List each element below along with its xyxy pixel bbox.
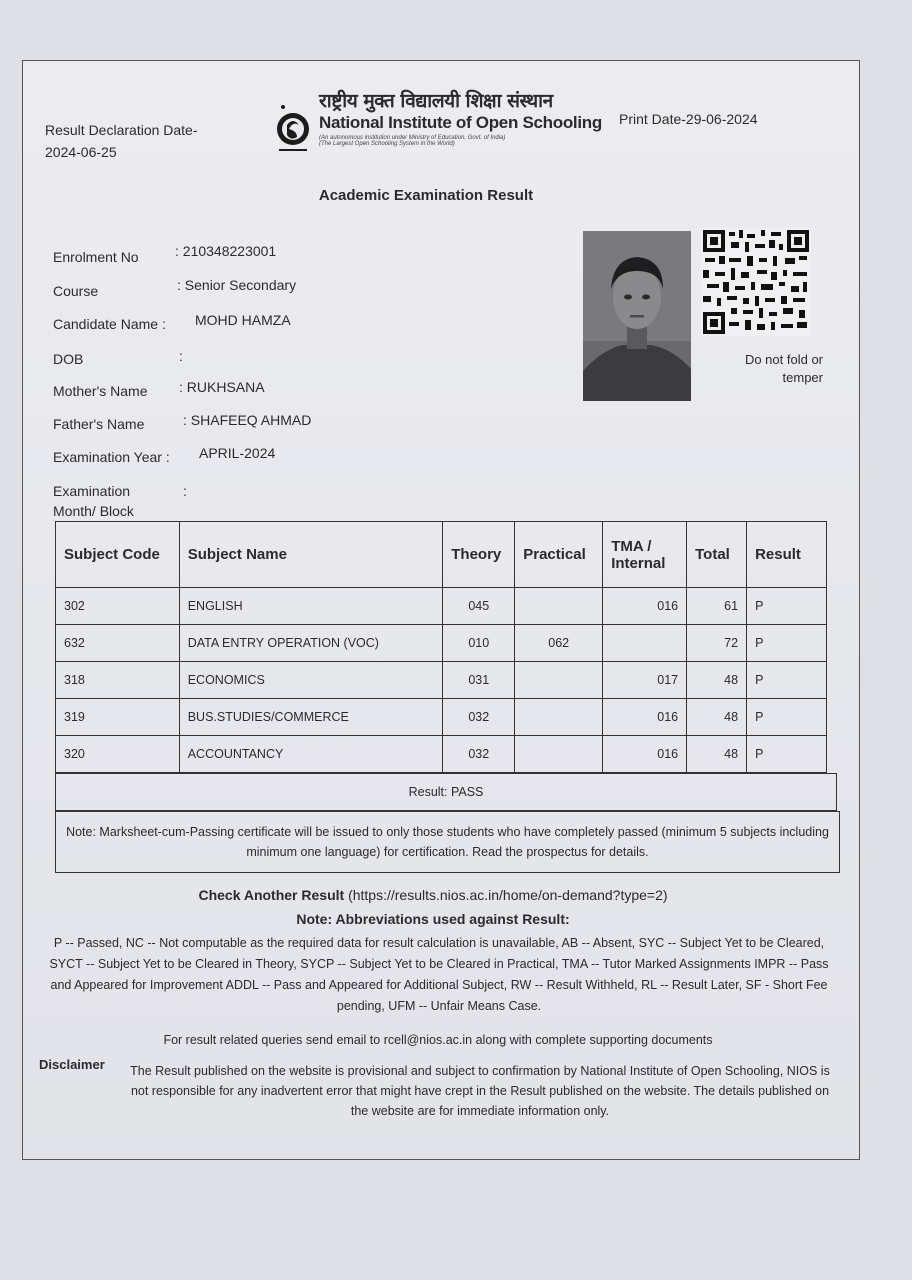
cell-theory: 045 <box>443 588 515 625</box>
col-practical: Practical <box>515 522 603 588</box>
exam-month-label-1: Examination <box>53 483 131 499</box>
exam-month-value: : <box>183 483 187 499</box>
cell-practical <box>515 736 603 773</box>
col-subject-code: Subject Code <box>56 522 180 588</box>
cell-result: P <box>747 699 827 736</box>
col-theory: Theory <box>443 522 515 588</box>
cell-theory: 031 <box>443 662 515 699</box>
father-name-label: Father's Name <box>53 416 145 432</box>
print-date: Print Date-29-06-2024 <box>619 111 758 127</box>
cell-subject-name: ECONOMICS <box>179 662 443 699</box>
mother-name-value: : RUKHSANA <box>179 379 265 395</box>
exam-month-label-2: Month/ Block <box>53 503 134 519</box>
table-row <box>56 736 827 773</box>
table-row <box>56 662 827 699</box>
cell-tma: 016 <box>603 736 687 773</box>
enrolment-value: : 210348223001 <box>175 243 277 259</box>
cell-total: 72 <box>687 625 747 662</box>
col-result: Result <box>747 522 827 588</box>
col-total: Total <box>687 522 747 588</box>
candidate-name-value: MOHD HAMZA <box>195 312 291 328</box>
cell-total: 48 <box>687 699 747 736</box>
institute-subtitle-2: (The Largest Open Schooling System in the World) <box>319 141 455 147</box>
marks-table <box>55 521 827 773</box>
candidate-name-row <box>53 312 291 332</box>
check-another-result-label: Check Another Result <box>198 887 345 903</box>
cell-practical <box>515 662 603 699</box>
father-name-row <box>53 412 312 432</box>
disclaimer-label: Disclaimer <box>39 1057 105 1072</box>
dob-label: DOB <box>53 351 84 367</box>
cell-subject-name: ACCOUNTANCY <box>179 736 443 773</box>
institute-subtitle-1: (An autonomous institution under Ministry of Education, Govt. of India) <box>319 135 506 141</box>
cell-theory: 010 <box>443 625 515 662</box>
cell-subject-code: 318 <box>56 662 180 699</box>
course-value: : Senior Secondary <box>177 277 297 293</box>
candidate-photo <box>583 231 691 401</box>
cell-result: P <box>747 625 827 662</box>
cell-result: P <box>747 736 827 773</box>
abbreviations-title: Note: Abbreviations used against Result: <box>296 911 570 927</box>
candidate-photo-image <box>583 231 691 401</box>
overall-result: Result: PASS <box>55 773 837 811</box>
cell-subject-name: DATA ENTRY OPERATION (VOC) <box>179 625 443 662</box>
col-subject-name: Subject Name <box>179 522 443 588</box>
cell-tma <box>603 625 687 662</box>
table-row <box>56 699 827 736</box>
cell-subject-code: 320 <box>56 736 180 773</box>
cell-subject-name: ENGLISH <box>179 588 443 625</box>
declaration-date: 2024-06-25 <box>45 144 117 160</box>
course-label: Course <box>53 283 99 299</box>
result-sheet <box>22 60 860 1160</box>
institute-block <box>319 87 602 147</box>
exam-year-row <box>53 445 276 465</box>
certificate-note: Note: Marksheet-cum-Passing certificate will be issued to only those students who have completely passed (minimum 5 subjects including minimum one language) for certification. Read the prospectus for details. <box>55 811 840 873</box>
cell-subject-code: 302 <box>56 588 180 625</box>
cell-practical <box>515 699 603 736</box>
cell-total: 48 <box>687 736 747 773</box>
cell-tma: 016 <box>603 588 687 625</box>
dob-value: : <box>179 348 183 364</box>
dob-row <box>53 348 183 367</box>
mother-name-row <box>53 379 265 399</box>
table-header-row <box>56 522 827 588</box>
query-email-text: For result related queries send email to rcell@nios.ac.in along with complete supporting documents <box>163 1033 713 1047</box>
col-tma-internal: TMA / Internal <box>603 522 687 588</box>
declaration-date-block <box>45 119 198 163</box>
father-name-value: : SHAFEEQ AHMAD <box>183 412 312 428</box>
table-row <box>56 588 827 625</box>
page-title: Academic Examination Result <box>318 187 534 204</box>
disclaimer-text: The Result published on the website is provisional and subject to confirmation by National Institute of Open Schooling, NIOS is not responsible for any inadvertent error that might have crept in the Result published on the website. The details published on the website are for immediate information only. <box>130 1064 830 1118</box>
cell-result: P <box>747 588 827 625</box>
declaration-label: Result Declaration Date- <box>45 122 198 138</box>
check-another-result <box>23 887 843 903</box>
mother-name-label: Mother's Name <box>53 383 148 399</box>
course-row <box>53 277 297 299</box>
cell-total: 61 <box>687 588 747 625</box>
institute-name-hindi: राष्ट्रीय मुक्त विद्यालयी शिक्षा संस्थान <box>319 90 553 112</box>
cell-total: 48 <box>687 662 747 699</box>
table-row <box>56 625 827 662</box>
cell-practical <box>515 588 603 625</box>
exam-year-value: APRIL-2024 <box>199 445 276 461</box>
cell-practical: 062 <box>515 625 603 662</box>
cell-tma: 017 <box>603 662 687 699</box>
institute-name-english: National Institute of Open Schooling <box>319 113 602 132</box>
cell-theory: 032 <box>443 736 515 773</box>
cell-subject-code: 632 <box>56 625 180 662</box>
exam-month-row <box>53 481 187 521</box>
enrolment-row <box>53 243 277 265</box>
cell-subject-name: BUS.STUDIES/COMMERCE <box>179 699 443 736</box>
check-another-result-link[interactable]: (https://results.nios.ac.in/home/on-demand?type=2) <box>348 887 668 903</box>
exam-year-label: Examination Year : <box>53 449 170 465</box>
cell-subject-code: 319 <box>56 699 180 736</box>
cell-result: P <box>747 662 827 699</box>
candidate-name-label: Candidate Name : <box>53 316 166 332</box>
do-not-fold-notice: Do not fold or temper <box>744 352 823 385</box>
abbreviations-text: P -- Passed, NC -- Not computable as the required data for result calculation is unavailable, AB -- Absent, SYC -- Subject Yet to be Cleared, SYCT -- Subject Yet to be Cleared in Theory, SYCP -- Subject Yet to be Cleared in Practical, TMA -- Tutor Marked Assignments IMPR -- Pass and Appeared for Improvement ADDL -- Pass and Appeared for Additional Subject, RW -- Result Withheld, RL -- Result Later, SF - Short Fee pending, UFM -- Unfair Means Case. <box>49 936 829 1013</box>
nios-logo-icon <box>273 99 313 155</box>
cell-theory: 032 <box>443 699 515 736</box>
cell-tma: 016 <box>603 699 687 736</box>
qr-code-icon <box>701 228 811 336</box>
enrolment-label: Enrolment No <box>53 249 139 265</box>
